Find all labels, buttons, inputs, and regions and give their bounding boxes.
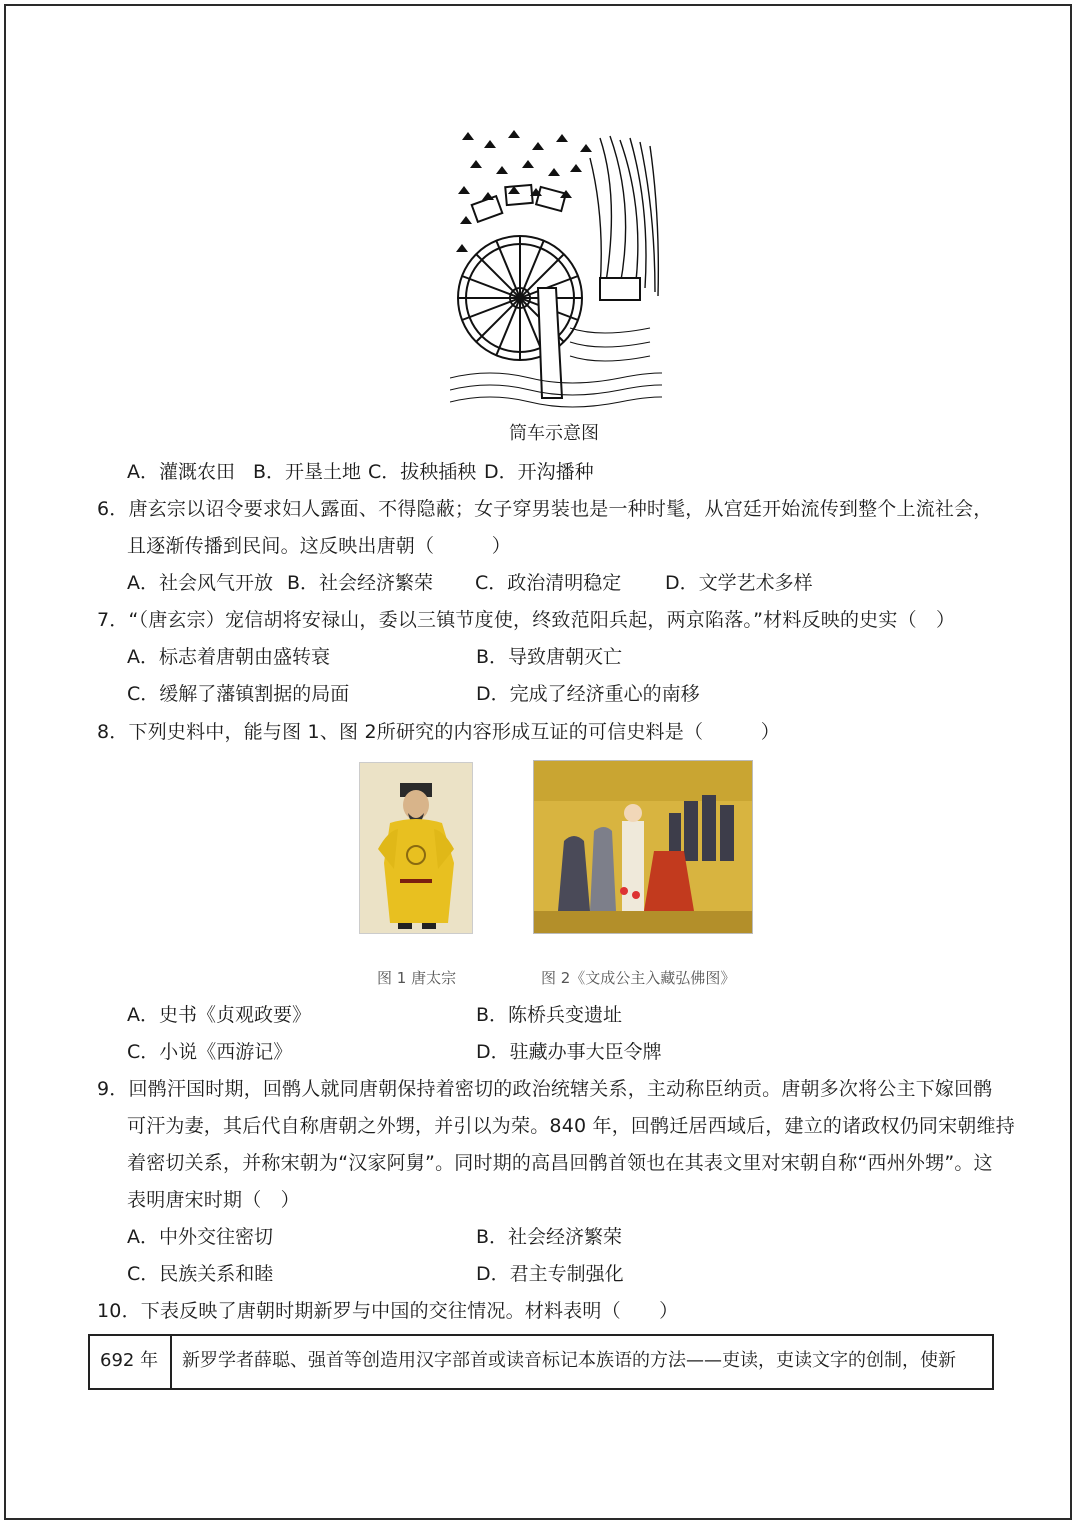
q8-option-c: C．小说《西游记》 bbox=[127, 1041, 293, 1063]
q7-option-a: A．标志着唐朝由盛转衰 bbox=[127, 646, 330, 668]
q9-stem-line3: 着密切关系，并称宋朝为“汉家阿舅”。同时期的高昌回鹘首领也在其表文里对宋朝自称“西州外甥”。这 bbox=[127, 1152, 993, 1174]
q5-option-a: A．灌溉农田 bbox=[127, 461, 235, 483]
water-wheel-illustration bbox=[450, 128, 662, 414]
table-row bbox=[89, 1335, 993, 1389]
q5-option-d: D．开沟播种 bbox=[484, 461, 594, 483]
table-cell-year: 692 年 bbox=[89, 1335, 171, 1389]
q8-option-a: A．史书《贞观政要》 bbox=[127, 1004, 311, 1026]
q9-option-a: A．中外交往密切 bbox=[127, 1226, 273, 1248]
q7-option-d: D．完成了经济重心的南移 bbox=[476, 683, 700, 705]
q8-option-b: B．陈桥兵变遗址 bbox=[476, 1004, 623, 1026]
table-cell-event: 新罗学者薛聪、强首等创造用汉字部首或读音标记本族语的方法——吏读，吏读文字的创制，使新 bbox=[171, 1335, 993, 1389]
q6-stem-line1: 6．唐玄宗以诏令要求妇人露面、不得隐蔽；女子穿男装也是一种时髦，从宫廷开始流传到整个上流社会， bbox=[97, 498, 993, 520]
q7-option-b: B．导致唐朝灭亡 bbox=[476, 646, 623, 668]
q10-stem-line1: 10．下表反映了唐朝时期新罗与中国的交往情况。材料表明（ ） bbox=[97, 1300, 679, 1322]
tang-taizong-portrait bbox=[359, 762, 473, 934]
fig1-caption: 图 1 唐太宗 bbox=[377, 969, 457, 987]
figure-caption: 筒车示意图 bbox=[509, 423, 599, 444]
q9-stem-line2: 可汗为妻，其后代自称唐朝之外甥，并引以为荣。840 年，回鹘迁居西域后，建立的诸政权仍同宋朝维持 bbox=[127, 1115, 1015, 1137]
fig2-caption: 图 2《文成公主入藏弘佛图》 bbox=[541, 969, 736, 987]
q9-stem-line4: 表明唐宋时期（ ） bbox=[127, 1189, 300, 1211]
water-wheel-figure bbox=[450, 128, 662, 414]
q5-option-b: B．开垦土地 bbox=[253, 461, 362, 483]
q10-table bbox=[88, 1334, 994, 1390]
q8-option-d: D．驻藏办事大臣令牌 bbox=[476, 1041, 662, 1063]
q9-option-b: B．社会经济繁荣 bbox=[476, 1226, 623, 1248]
q9-stem-line1: 9．回鹘汗国时期，回鹘人就同唐朝保持着密切的政治统辖关系，主动称臣纳贡。唐朝多次将公主下嫁回鹘 bbox=[97, 1078, 993, 1100]
q6-stem-line2: 且逐渐传播到民间。这反映出唐朝（ ） bbox=[127, 535, 512, 557]
q6-option-c: C．政治清明稳定 bbox=[475, 572, 622, 594]
wencheng-princess-painting bbox=[533, 760, 753, 934]
q6-option-a: A．社会风气开放 bbox=[127, 572, 273, 594]
q7-option-c: C．缓解了藩镇割据的局面 bbox=[127, 683, 350, 705]
q8-stem-line1: 8．下列史料中，能与图 1、图 2所研究的内容形成互证的可信史料是（ ） bbox=[97, 721, 780, 743]
q6-option-b: B．社会经济繁荣 bbox=[287, 572, 434, 594]
q7-stem-line1: 7．“（唐玄宗）宠信胡将安禄山，委以三镇节度使，终致范阳兵起，两京陷落。”材料反映的史实（ ） bbox=[97, 609, 956, 631]
q5-option-c: C．拔秧插秧 bbox=[368, 461, 477, 483]
q9-option-d: D．君主专制强化 bbox=[476, 1263, 624, 1285]
q6-option-d: D．文学艺术多样 bbox=[665, 572, 813, 594]
q9-option-c: C．民族关系和睦 bbox=[127, 1263, 274, 1285]
